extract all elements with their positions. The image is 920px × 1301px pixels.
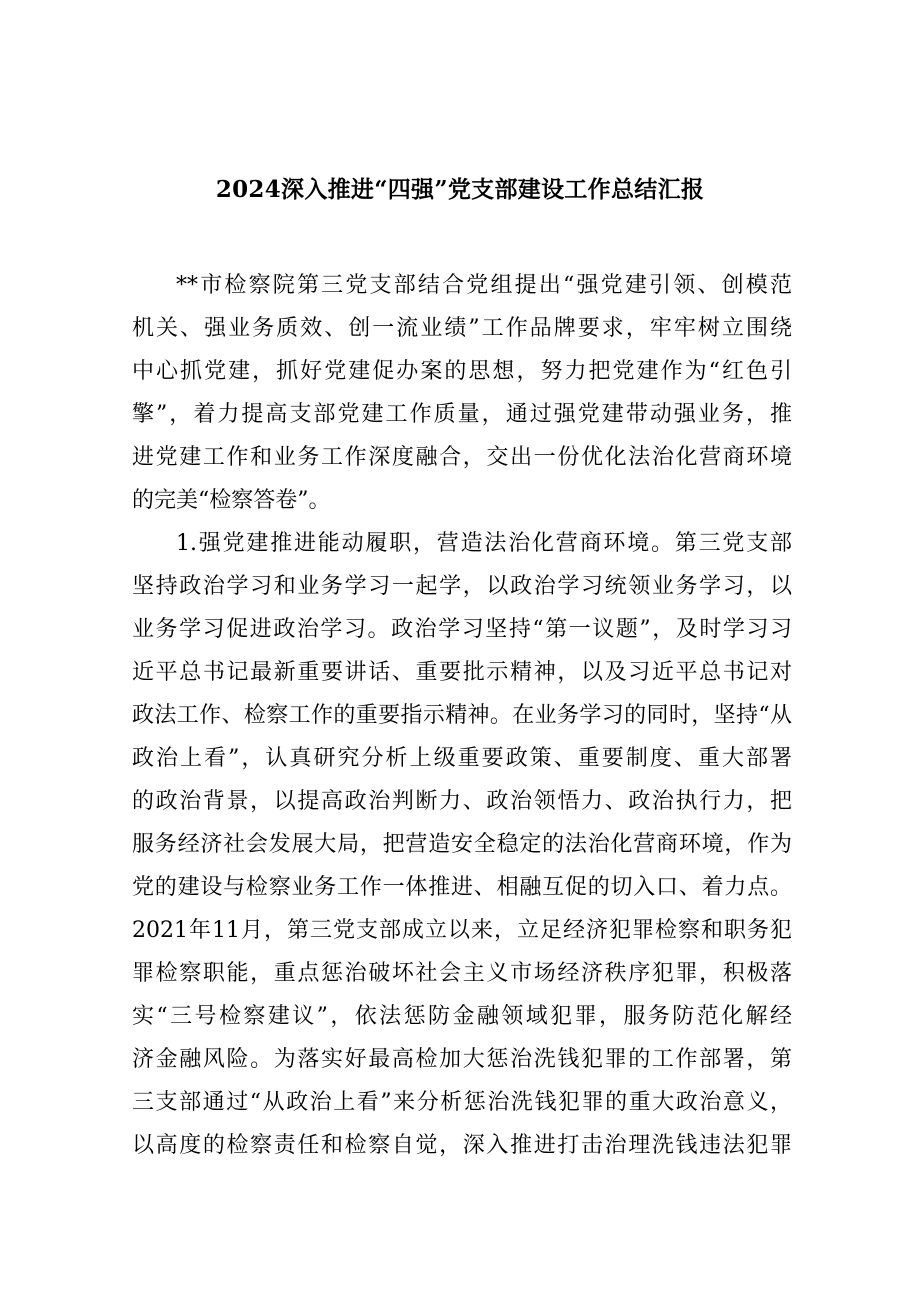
paragraph-2-line-12: 实“三号检察建议”，依法惩防金融领域犯罪，服务防范化解经 <box>132 1004 792 1029</box>
paragraph-1-line-3: 中心抓党建，抓好党建促办案的思想，努力把党建作为“红色引 <box>132 359 792 384</box>
paragraph-1-line-1: **市检察院第三党支部结合党组提出“强党建引领、创模范 <box>176 273 792 298</box>
paragraph-2-line-7: 的政治背景，以提高政治判断力、政治领悟力、政治执行力，把 <box>132 789 792 814</box>
paragraph-2-line-14: 三支部通过“从政治上看”来分析惩治洗钱犯罪的重大政治意义， <box>132 1090 792 1115</box>
document-title: 2024深入推进“四强”党支部建设工作总结汇报 <box>215 176 705 203</box>
paragraph-1-line-5: 进党建工作和业务工作深度融合，交出一份优化法治化营商环境 <box>132 445 792 470</box>
paragraph-2-line-10: 2021年11月，第三党支部成立以来，立足经济犯罪检察和职务犯 <box>132 918 792 943</box>
paragraph-2-line-11: 罪检察职能，重点惩治破坏社会主义市场经济秩序犯罪，积极落 <box>132 961 792 986</box>
paragraph-2-line-13: 济金融风险。为落实好最高检加大惩治洗钱犯罪的工作部署，第 <box>132 1047 792 1072</box>
paragraph-2-line-2: 坚持政治学习和业务学习一起学，以政治学习统领业务学习，以 <box>132 574 792 599</box>
paragraph-2-line-5: 政法工作、检察工作的重要指示精神。在业务学习的同时，坚持“从 <box>132 703 792 728</box>
paragraph-2-line-6: 政治上看”，认真研究分析上级重要政策、重要制度、重大部署 <box>132 746 792 771</box>
paragraph-1-line-2: 机关、强业务质效、创一流业绩”工作品牌要求，牢牢树立围绕 <box>132 316 792 341</box>
paragraph-2-line-3: 业务学习促进政治学习。政治学习坚持“第一议题”，及时学习习 <box>132 617 792 642</box>
paragraph-2-line-4: 近平总书记最新重要讲话、重要批示精神，以及习近平总书记对 <box>132 660 792 685</box>
paragraph-2-line-8: 服务经济社会发展大局，把营造安全稳定的法治化营商环境，作为 <box>132 832 792 857</box>
paragraph-1-line-4: 擎”，着力提高支部党建工作质量，通过强党建带动强业务，推 <box>132 402 792 427</box>
paragraph-1-line-6: 的完美“检察答卷”。 <box>132 488 331 513</box>
document-body <box>132 264 792 1167</box>
paragraph-2-line-15: 以高度的检察责任和检察自觉，深入推进打击治理洗钱违法犯罪 <box>132 1133 792 1158</box>
paragraph-2-line-9: 党的建设与检察业务工作一体推进、相融互促的切入口、着力点。 <box>132 875 792 900</box>
paragraph-2-line-1: 1.强党建推进能动履职，营造法治化营商环境。第三党支部 <box>176 531 792 556</box>
